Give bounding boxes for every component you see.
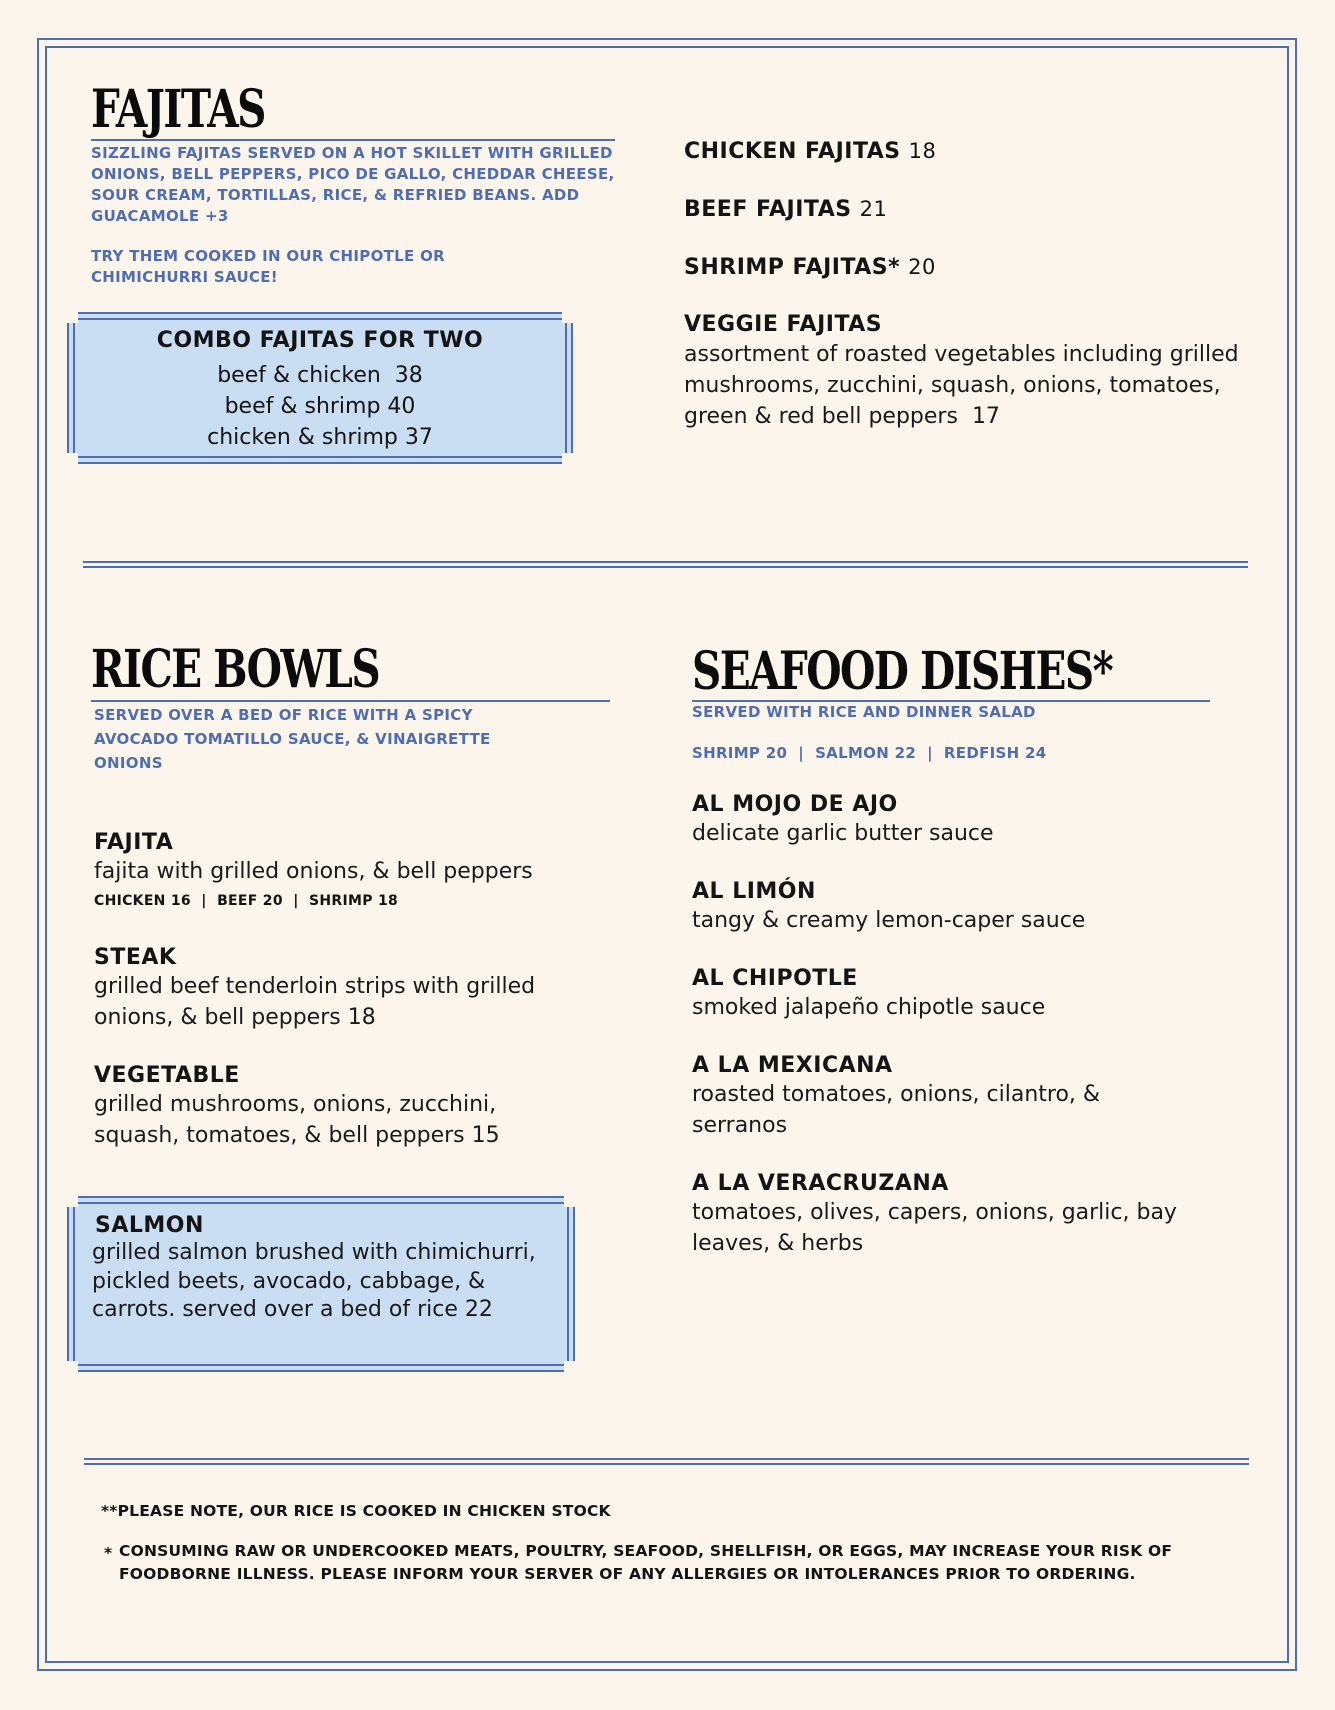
item-price: 21 (859, 197, 888, 221)
item-description: assortment of roasted vegetables including grilled mushrooms, zucchini, squash, onions, tomatoes, green & red bell peppers (684, 342, 1239, 429)
salmon-bowl-title: SALMON (95, 1213, 204, 1238)
seafood-description: SERVED WITH RICE AND DINNER SALAD (692, 703, 1036, 721)
menu-item-beef-fajitas (684, 195, 887, 224)
item-name: SHRIMP FAJITAS* (684, 255, 901, 280)
rice-bowls-description: SERVED OVER A BED OF RICE WITH A SPICY AVOCADO TOMATILLO SAUCE, & VINAIGRETTE ONIONS (94, 706, 491, 772)
item-price: 20 (908, 255, 936, 279)
footer-divider (84, 1458, 1249, 1465)
rice-bowl-steak-description: grilled beef tenderloin strips with grilled onions, & bell peppers 18 (94, 974, 536, 1030)
seafood-item-title: AL CHIPOTLE (692, 966, 858, 991)
menu-item-chicken-fajitas (684, 137, 936, 166)
combo-line: chicken & shrimp 37 (207, 425, 433, 450)
fajitas-description: SIZZLING FAJITAS SERVED ON A HOT SKILLET WITH GRILLED ONIONS, BELL PEPPERS, PICO DE GALLO, CHEDDAR CHEESE, SOUR CREAM, TORTILLAS, RICE, & REFRIED BEANS. ADD GUACAMOLE +3 (91, 144, 615, 225)
item-price: 17 (971, 404, 1000, 429)
box-corner (564, 1361, 576, 1373)
item-name: BEEF FAJITAS (684, 197, 852, 222)
box-corner (66, 311, 78, 323)
seafood-item-description: smoked jalapeño chipotle sauce (692, 995, 1046, 1020)
combo-line: beef & shrimp 40 (224, 394, 416, 419)
veggie-fajitas-title: VEGGIE FAJITAS (684, 312, 883, 337)
box-corner (66, 1195, 78, 1207)
rice-bowl-fajita-title: FAJITA (94, 830, 174, 855)
rice-bowl-vegetable-title: VEGETABLE (94, 1063, 240, 1088)
rice-bowl-vegetable-description: grilled mushrooms, onions, zucchini, squash, tomatoes, & bell peppers 15 (94, 1092, 500, 1148)
page-frame-inner (45, 46, 1289, 1663)
seafood-item-description: tangy & creamy lemon-caper sauce (692, 908, 1086, 933)
rice-stock-note: **PLEASE NOTE, OUR RICE IS COOKED IN CHICKEN STOCK (101, 1502, 611, 1520)
combo-line: beef & chicken 38 (217, 363, 423, 388)
fajitas-heading: FAJITAS (91, 79, 265, 140)
menu-item-shrimp-fajitas (684, 253, 936, 282)
seafood-item-title: AL LIMÓN (692, 879, 816, 904)
box-corner (66, 1361, 78, 1373)
seafood-item-title: AL MOJO DE AJO (692, 792, 898, 817)
seafood-prices: SHRIMP 20 | SALMON 22 | REDFISH 24 (692, 744, 1047, 762)
combo-title: COMBO FAJITAS FOR TWO (156, 328, 484, 353)
box-corner (564, 1195, 576, 1207)
seafood-item-description: delicate garlic butter sauce (692, 821, 994, 846)
box-corner (562, 453, 574, 465)
seafood-item-description: tomatoes, olives, capers, onions, garlic, bay leaves, & herbs (692, 1200, 1177, 1256)
seafood-heading: SEAFOOD DISHES* (692, 641, 1113, 702)
warning-asterisk: * (104, 1544, 113, 1562)
fajitas-heading-rule (91, 139, 615, 141)
combo-fajitas-box (67, 312, 573, 464)
box-corner (66, 453, 78, 465)
rice-bowl-fajita-prices: CHICKEN 16 | BEEF 20 | SHRIMP 18 (94, 893, 399, 909)
rice-bowl-fajita-description: fajita with grilled onions, & bell peppers (94, 859, 533, 884)
salmon-bowl-description: grilled salmon brushed with chimichurri, pickled beets, avocado, cabbage, & carrots. served over a bed of rice 22 (92, 1240, 536, 1322)
veggie-fajitas-description (684, 339, 1254, 432)
item-price: 18 (908, 139, 937, 163)
raw-food-warning: CONSUMING RAW OR UNDERCOOKED MEATS, POULTRY, SEAFOOD, SHELLFISH, OR EGGS, MAY INCREASE YOUR RISK OF FOODBORNE ILLNESS. PLEASE INFORM YOUR SERVER OF ANY ALLERGIES OR INTOLERANCES PRIOR TO ORDERING. (119, 1542, 1173, 1583)
seafood-item-title: A LA MEXICANA (692, 1053, 893, 1078)
rice-bowl-steak-title: STEAK (94, 945, 177, 970)
seafood-item-title: A LA VERACRUZANA (692, 1171, 949, 1196)
salmon-bowl-box (67, 1196, 575, 1372)
fajitas-sauce-note: TRY THEM COOKED IN OUR CHIPOTLE OR CHIMICHURRI SAUCE! (91, 247, 445, 286)
rice-bowls-heading: RICE BOWLS (91, 639, 380, 700)
rice-bowls-heading-rule (91, 700, 610, 702)
seafood-item-description: roasted tomatoes, onions, cilantro, & serranos (692, 1082, 1101, 1138)
section-divider (83, 561, 1248, 568)
item-name: CHICKEN FAJITAS (684, 139, 901, 164)
box-corner (562, 311, 574, 323)
